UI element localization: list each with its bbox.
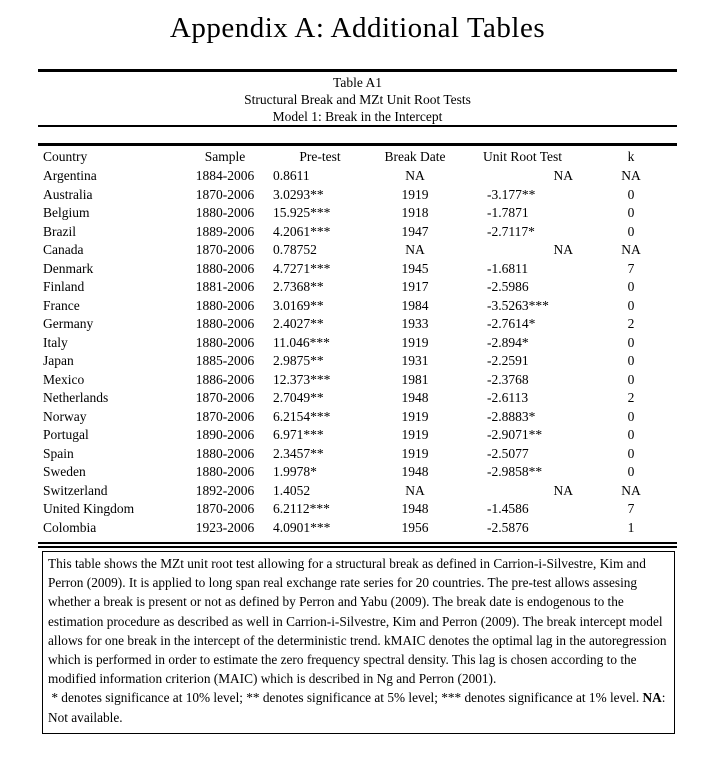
cell-kmaic: 0 <box>627 279 635 294</box>
cell-kmaic: 7 <box>627 260 635 276</box>
table-row <box>38 389 677 408</box>
cell-unit-root-test: NA <box>553 482 573 498</box>
cell-sample: 1880-2006 <box>195 464 255 479</box>
cell-unit-root-test: NA <box>553 242 573 257</box>
cell-unit-root-test: -3.177** <box>487 186 536 202</box>
cell-break-date: 1919 <box>401 427 429 442</box>
cell-sample: 1870-2006 <box>195 408 255 424</box>
cell-country: Denmark <box>43 260 94 276</box>
cell-kmaic: 2 <box>627 316 635 331</box>
table-row <box>38 204 677 223</box>
cell-kmaic: NA <box>621 242 641 257</box>
cell-break-date: 1947 <box>401 223 429 239</box>
cell-country: Portugal <box>43 427 89 442</box>
cell-sample: 1890-2006 <box>195 427 255 442</box>
table-row <box>38 426 677 445</box>
table-row <box>38 482 677 501</box>
cell-sample: 1886-2006 <box>195 371 255 387</box>
table-row <box>38 260 677 279</box>
cell-kmaic: 0 <box>627 297 635 313</box>
cell-break-date: 1948 <box>401 501 429 516</box>
cell-sample: 1870-2006 <box>195 186 255 202</box>
cell-sample: 1870-2006 <box>195 242 255 257</box>
cell-unit-root-test: -2.6113 <box>487 390 529 405</box>
cell-kmaic: 0 <box>627 223 635 239</box>
cell-pretest: 1.9978* <box>273 464 317 479</box>
cell-kmaic: 0 <box>627 371 635 387</box>
table-row <box>38 167 677 186</box>
cell-pretest: 4.2061*** <box>273 223 331 239</box>
table-row <box>38 371 677 390</box>
cell-break-date: 1945 <box>401 260 429 276</box>
kmaic-base: k <box>627 149 635 164</box>
cell-sample: 1880-2006 <box>195 334 255 350</box>
cell-sample: 1870-2006 <box>195 501 255 516</box>
cell-break-date: 1956 <box>401 519 429 535</box>
cell-unit-root-test: -2.5077 <box>487 445 529 461</box>
cell-kmaic: 0 <box>627 205 635 220</box>
cell-pretest: 4.7271*** <box>273 260 331 276</box>
cell-unit-root-test: -2.8883* <box>487 408 536 424</box>
cell-country: Italy <box>43 334 68 350</box>
cell-unit-root-test: -2.3768 <box>487 371 529 387</box>
cell-sample: 1889-2006 <box>195 223 255 239</box>
significance-text: * denotes significance at 10% level; ** denotes significance at 5% level; *** denotes significance at 1% level. <box>48 690 643 706</box>
page <box>0 8 715 767</box>
cell-sample: 1884-2006 <box>195 168 255 183</box>
table-caption <box>0 74 715 125</box>
cell-kmaic: 0 <box>627 186 635 202</box>
cell-unit-root-test: NA <box>553 168 573 183</box>
cell-break-date: 1933 <box>401 316 429 331</box>
column-header-break-date: Break Date <box>384 149 446 164</box>
cell-kmaic: 0 <box>627 427 635 442</box>
cell-unit-root-test: -2.7614* <box>487 316 536 331</box>
cell-sample: 1880-2006 <box>195 445 255 461</box>
cell-pretest: 2.7368** <box>273 279 324 294</box>
cell-unit-root-test: -2.5986 <box>487 279 529 294</box>
table-row <box>38 500 677 519</box>
cell-sample: 1880-2006 <box>195 205 255 220</box>
cell-country: France <box>43 297 80 313</box>
cell-pretest: 11.046*** <box>273 334 330 350</box>
cell-country: Japan <box>43 353 74 368</box>
cell-unit-root-test: -2.2591 <box>487 353 529 368</box>
cell-sample: 1881-2006 <box>195 279 255 294</box>
cell-pretest: 3.0169** <box>273 297 324 313</box>
cell-sample: 1880-2006 <box>195 316 255 331</box>
cell-sample: 1923-2006 <box>195 519 255 535</box>
caption-bottom-rule <box>38 125 677 127</box>
cell-unit-root-test: -1.4586 <box>487 501 529 516</box>
cell-sample: 1885-2006 <box>195 353 255 368</box>
cell-break-date: 1919 <box>401 186 429 202</box>
cell-pretest: 3.0293** <box>273 186 324 202</box>
cell-break-date: 1919 <box>401 408 429 424</box>
cell-pretest: 6.2112*** <box>273 501 330 516</box>
cell-break-date: 1948 <box>401 464 429 479</box>
cell-unit-root-test: -2.9071** <box>487 427 543 442</box>
cell-kmaic: 0 <box>627 464 635 479</box>
table-row <box>38 463 677 482</box>
cell-break-date: 1918 <box>401 205 429 220</box>
table-title: Structural Break and MZt Unit Root Tests <box>244 92 471 107</box>
cell-pretest: 0.78752 <box>273 242 317 257</box>
cell-pretest: 6.971*** <box>273 427 324 442</box>
cell-break-date: 1919 <box>401 334 429 350</box>
cell-kmaic: 0 <box>627 353 635 368</box>
table-row <box>38 315 677 334</box>
cell-sample: 1880-2006 <box>195 260 255 276</box>
table-row <box>38 519 677 538</box>
cell-country: Canada <box>43 242 84 257</box>
cell-unit-root-test: -2.7117* <box>487 223 535 239</box>
cell-country: Germany <box>43 316 94 331</box>
column-header-unit-root-test: Unit Root Test <box>482 149 563 164</box>
cell-kmaic: NA <box>621 482 641 498</box>
cell-unit-root-test: -1.7871 <box>487 205 529 220</box>
cell-country: Norway <box>43 408 87 424</box>
table-row <box>38 408 677 427</box>
significance-note <box>48 688 669 726</box>
column-header-kmaic <box>585 146 677 167</box>
cell-pretest: 2.9875** <box>273 353 324 368</box>
cell-country: Mexico <box>43 371 85 387</box>
cell-country: Switzerland <box>43 482 108 498</box>
table-row <box>38 186 677 205</box>
cell-country: Brazil <box>43 223 76 239</box>
cell-kmaic: 7 <box>627 501 635 516</box>
footnote-text: This table shows the MZt unit root test allowing for a structural break as defined in Carrion-i-Silvestre, Kim and Perron (2009). It is applied to long span real exchange rate series for 20 countries. The pre-test allows assesing whether a break is present or not as defined by Perron and Yabu (2009). The break date is endogenous to the estimation procedure as described as well in Carrion-i-Silvestre, Kim and Perron (2009). The break intercept model allows for one break in the intercept of the deterministic trend. kMAIC denotes the optimal lag in the autoregression which is performed in order to estimate the zero frequency spectral density. This lag is chosen according to the modified information criterion (MAIC) which is described in Ng and Perron (2001). <box>48 556 670 687</box>
column-header-sample: Sample <box>204 149 246 164</box>
column-header-pretest: Pre-test <box>299 149 341 164</box>
cell-pretest: 6.2154*** <box>273 408 331 424</box>
table-header-row <box>38 146 677 167</box>
table-row <box>38 445 677 464</box>
table-row <box>38 223 677 242</box>
cell-country: Australia <box>43 186 93 202</box>
cell-unit-root-test: -2.5876 <box>487 519 529 535</box>
column-header-country: Country <box>43 149 88 164</box>
cell-kmaic: 0 <box>627 334 635 350</box>
cell-pretest: 2.4027** <box>273 316 324 331</box>
table-row <box>38 297 677 316</box>
cell-sample: 1880-2006 <box>195 297 255 313</box>
cell-pretest: 15.925*** <box>273 205 331 220</box>
cell-break-date: NA <box>405 242 425 257</box>
footnote-box <box>42 551 675 734</box>
cell-break-date: 1948 <box>401 390 429 405</box>
cell-pretest: 2.3457** <box>273 445 324 461</box>
cell-country: Argentina <box>43 168 97 183</box>
cell-country: Sweden <box>43 464 86 479</box>
cell-country: Netherlands <box>43 390 109 405</box>
na-label: NA <box>642 690 662 706</box>
cell-pretest: 0.8611 <box>273 168 310 183</box>
cell-unit-root-test: -3.5263*** <box>487 297 549 313</box>
cell-break-date: 1917 <box>401 279 429 294</box>
cell-unit-root-test: -2.9858** <box>487 464 543 479</box>
table-row <box>38 278 677 297</box>
table-row <box>38 334 677 353</box>
cell-break-date: NA <box>405 168 425 183</box>
cell-pretest: 12.373*** <box>273 371 331 387</box>
cell-break-date: NA <box>405 482 425 498</box>
cell-country: Colombia <box>43 519 97 535</box>
page-title: Appendix A: Additional Tables <box>169 12 546 44</box>
table-bottom-rule <box>38 542 677 548</box>
cell-country: United Kingdom <box>43 501 135 516</box>
table-body <box>0 167 715 537</box>
cell-pretest: 4.0901*** <box>273 519 331 535</box>
cell-kmaic: 0 <box>627 408 635 424</box>
cell-break-date: 1931 <box>401 353 429 368</box>
cell-kmaic: 1 <box>627 519 635 535</box>
cell-break-date: 1919 <box>401 445 429 461</box>
table-row <box>38 241 677 260</box>
cell-break-date: 1981 <box>401 371 429 387</box>
cell-kmaic: NA <box>621 168 641 183</box>
cell-country: Spain <box>43 445 74 461</box>
cell-kmaic: 2 <box>627 390 635 405</box>
table-subtitle: Model 1: Break in the Intercept <box>272 109 443 124</box>
cell-sample: 1892-2006 <box>195 482 255 498</box>
cell-kmaic: 0 <box>627 445 635 461</box>
cell-country: Belgium <box>43 205 90 220</box>
table-row <box>38 352 677 371</box>
cell-unit-root-test: -1.6811 <box>487 260 529 276</box>
cell-unit-root-test: -2.894* <box>487 334 529 350</box>
na-text: : Not available. <box>48 690 669 725</box>
table-top-rule <box>38 69 677 72</box>
table-number: Table A1 <box>333 75 382 90</box>
cell-country: Finland <box>43 279 85 294</box>
cell-pretest: 1.4052 <box>273 482 311 498</box>
cell-sample: 1870-2006 <box>195 390 255 405</box>
cell-break-date: 1984 <box>401 297 429 313</box>
cell-pretest: 2.7049** <box>273 390 324 405</box>
